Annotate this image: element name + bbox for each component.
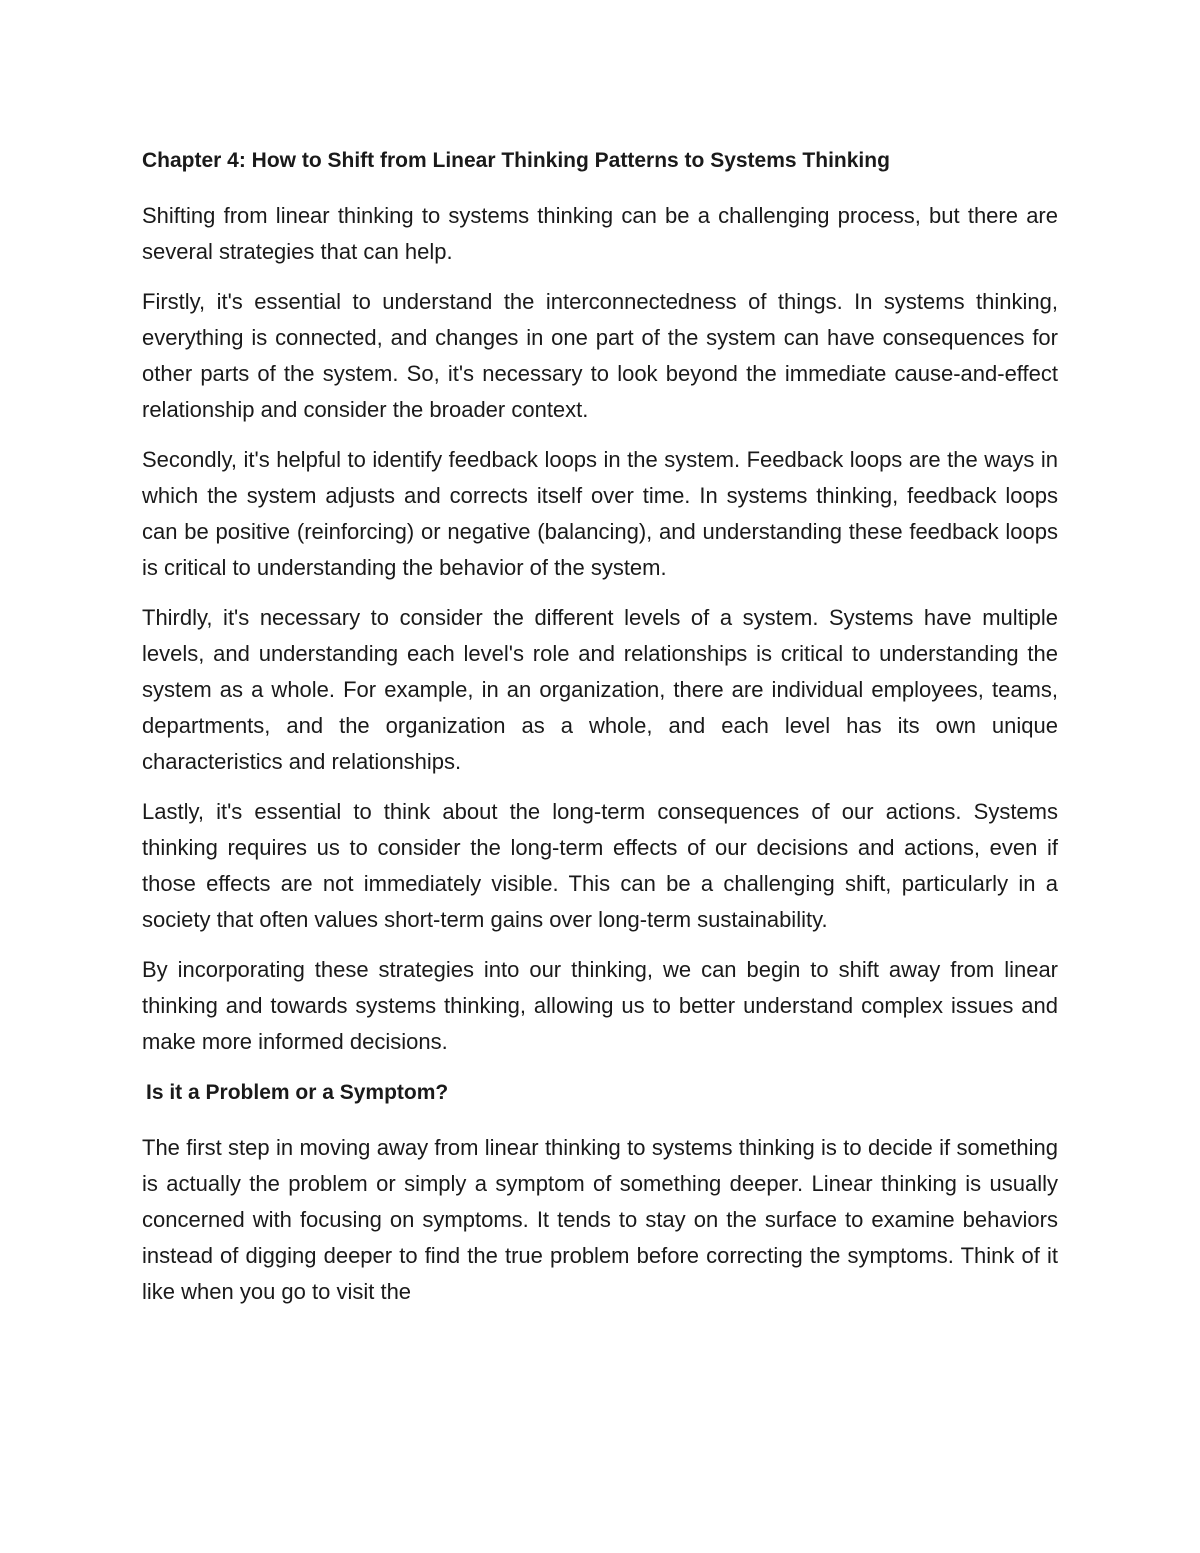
paragraph-secondly: Secondly, it's helpful to identify feedback loops in the system. Feedback loops are the ways in which the system adjusts and corrects itself over time. In systems thinking, feedback loops can be positive (reinforcing) or negative (balancing), and understanding these feedback loops is critical to understanding the behavior of the system. bbox=[142, 447, 1058, 580]
paragraph-intro: Shifting from linear thinking to systems thinking can be a challenging process, but there are several strategies that can help. bbox=[142, 203, 1058, 264]
chapter-title: Chapter 4: How to Shift from Linear Thinking Patterns to Systems Thinking bbox=[142, 149, 890, 172]
section-title: Is it a Problem or a Symptom? bbox=[146, 1081, 449, 1104]
paragraph-thirdly: Thirdly, it's necessary to consider the different levels of a system. Systems have multiple levels, and understanding each level's role and relationships is critical to understanding the system as a whole. For example, in an organization, there are individual employees, teams, departments, and the organization as a whole, and each level has its own unique characteristics and relationships. bbox=[142, 605, 1058, 774]
paragraph-firstly: Firstly, it's essential to understand the interconnectedness of things. In systems thinking, everything is connected, and changes in one part of the system can have consequences for other parts of the system. So, it's necessary to look beyond the immediate cause-and-effect relationship and consider the broader context. bbox=[142, 289, 1058, 422]
paragraph-conclusion: By incorporating these strategies into our thinking, we can begin to shift away from linear thinking and towards systems thinking, allowing us to better understand complex issues and make more informed decisions. bbox=[142, 957, 1058, 1054]
paragraph-lastly: Lastly, it's essential to think about the long-term consequences of our actions. Systems thinking requires us to consider the long-term effects of our decisions and actions, even if those effects are not immediately visible. This can be a challenging shift, particularly in a society that often values short-term gains over long-term sustainability. bbox=[142, 799, 1058, 932]
paragraph-section-body: The first step in moving away from linear thinking to systems thinking is to decide if something is actually the problem or simply a symptom of something deeper. Linear thinking is usually concerned with focusing on symptoms. It tends to stay on the surface to examine behaviors instead of digging deeper to find the true problem before correcting the symptoms. Think of it like when you go to visit the bbox=[142, 1135, 1058, 1304]
